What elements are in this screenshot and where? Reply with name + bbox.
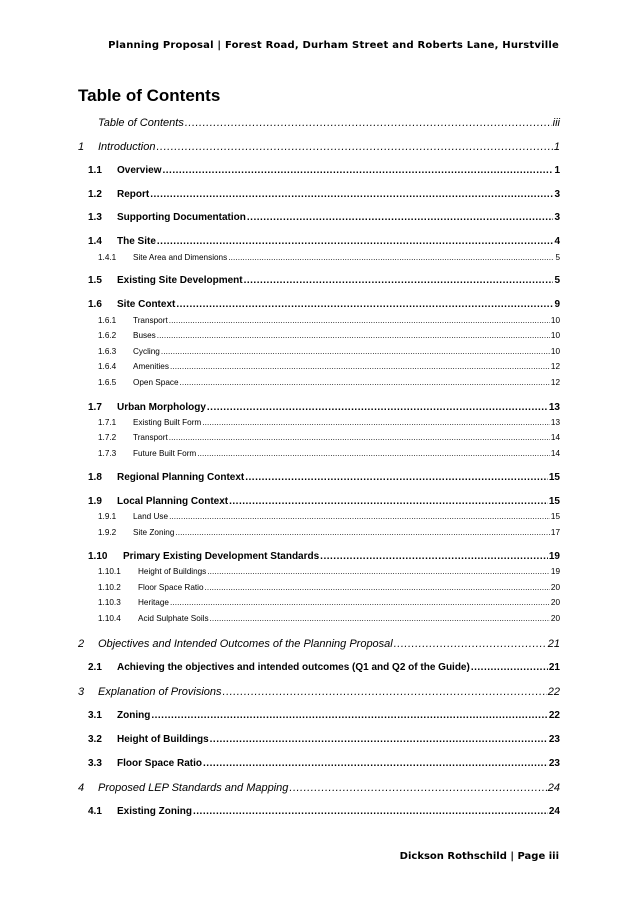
toc-entry-number: 1.7.1 xyxy=(98,418,117,427)
toc-entry[interactable] xyxy=(78,711,560,721)
toc-entry-label: Cycling xyxy=(133,347,160,356)
toc-entry-page: 15 xyxy=(548,496,560,507)
toc-leader-dots xyxy=(169,317,550,325)
toc-entry[interactable] xyxy=(78,300,560,310)
page-footer: Dickson Rothschild | Page iii xyxy=(399,851,559,862)
toc-entry-number: 3.3 xyxy=(88,758,102,769)
toc-entry[interactable] xyxy=(78,639,560,650)
toc-leader-dots xyxy=(205,584,550,592)
toc-entry[interactable] xyxy=(78,497,560,507)
toc-leader-dots xyxy=(161,348,550,356)
toc-leader-dots xyxy=(289,783,546,794)
toc-entry-page: 21 xyxy=(548,662,560,673)
toc-entry-page: 13 xyxy=(550,418,560,427)
toc-entry-page: 5 xyxy=(555,253,560,262)
toc-entry-page: 23 xyxy=(548,734,560,745)
toc-entry-label: Overview xyxy=(117,165,162,176)
toc-entry-page: 19 xyxy=(548,551,560,562)
toc-entry[interactable] xyxy=(78,348,560,356)
toc-entry-label: Future Built Form xyxy=(133,449,197,458)
toc-entry[interactable] xyxy=(78,529,560,537)
toc-leader-dots xyxy=(157,237,554,247)
toc-entry-label: Site Area and Dimensions xyxy=(133,253,228,262)
toc-entry-page: 20 xyxy=(550,583,560,592)
toc-leader-dots xyxy=(170,363,550,371)
toc-leader-dots xyxy=(157,332,550,340)
toc-leader-dots xyxy=(471,663,548,673)
toc-entry[interactable] xyxy=(78,783,560,794)
toc-entry-label: Existing Built Form xyxy=(133,418,202,427)
toc-entry-page: 23 xyxy=(548,758,560,769)
toc-entry-label: Acid Sulphate Soils xyxy=(138,614,209,623)
toc-entry[interactable] xyxy=(78,615,560,623)
toc-entry-number: 3.1 xyxy=(88,710,102,721)
toc-entry-number: 1.5 xyxy=(88,275,102,286)
toc-entry-page: 9 xyxy=(554,299,560,310)
toc-entry-number: 1.6.2 xyxy=(98,331,117,340)
toc-leader-dots xyxy=(203,759,548,769)
toc-entry-number: 1.7.2 xyxy=(98,433,117,442)
toc-leader-dots xyxy=(247,213,554,223)
toc-entry[interactable] xyxy=(78,568,560,576)
toc-entry-number: 1.9.1 xyxy=(98,512,117,521)
toc-entry[interactable] xyxy=(78,807,560,817)
toc-heading: Table of Contents xyxy=(78,86,221,105)
toc-leader-dots xyxy=(320,552,548,562)
toc-entry-page: 10 xyxy=(550,316,560,325)
toc-leader-dots xyxy=(176,300,553,310)
toc-entry-label: Local Planning Context xyxy=(117,496,229,507)
toc-entry-page: 12 xyxy=(550,362,560,371)
toc-entry-number: 1.10.1 xyxy=(98,567,121,576)
toc-entry-number: 4.1 xyxy=(88,806,102,817)
toc-entry-label: Height of Buildings xyxy=(117,734,209,745)
toc-entry[interactable] xyxy=(78,254,560,262)
toc-entry-number: 1.2 xyxy=(88,189,102,200)
toc-entry-page: 17 xyxy=(550,528,560,537)
toc-entry[interactable] xyxy=(78,379,560,387)
toc-leader-dots xyxy=(169,434,550,442)
toc-entry-number: 1.6.4 xyxy=(98,362,117,371)
toc-entry[interactable] xyxy=(78,213,560,223)
toc-entry[interactable] xyxy=(78,142,560,153)
toc-entry-number: 2 xyxy=(78,638,85,650)
toc-entry-label: Open Space xyxy=(133,378,179,387)
toc-entry-label: Urban Morphology xyxy=(117,402,206,413)
toc-entry-number: 1.1 xyxy=(88,165,102,176)
toc-entry-label: Heritage xyxy=(138,598,169,607)
toc-entry-number: 1.10 xyxy=(88,551,108,562)
toc-entry-page: 10 xyxy=(550,331,560,340)
toc-entry-number: 1.4.1 xyxy=(98,253,117,262)
toc-entry-page: 15 xyxy=(550,512,560,521)
toc-entry[interactable] xyxy=(78,735,560,745)
toc-entry[interactable] xyxy=(78,118,560,129)
toc-entry-label: Height of Buildings xyxy=(138,567,207,576)
toc-entry-page: 5 xyxy=(554,275,560,286)
toc-entry-number: 1.3 xyxy=(88,212,102,223)
toc-leader-dots xyxy=(245,473,548,483)
toc-entry-page: 19 xyxy=(550,567,560,576)
toc-leader-dots xyxy=(210,615,550,623)
toc-entry-label: Buses xyxy=(133,331,156,340)
toc-entry[interactable] xyxy=(78,434,560,442)
toc-leader-dots xyxy=(170,599,550,607)
toc-entry-label: Primary Existing Development Standards xyxy=(123,551,320,562)
toc-leader-dots xyxy=(175,529,549,537)
toc-entry[interactable] xyxy=(78,276,560,286)
toc-entry-page: 21 xyxy=(547,638,560,650)
toc-leader-dots xyxy=(185,118,552,129)
toc-entry[interactable] xyxy=(78,584,560,592)
toc-leader-dots xyxy=(207,568,550,576)
toc-entry-page: 1 xyxy=(553,141,560,153)
toc-entry-page: 4 xyxy=(554,236,560,247)
toc-entry-number: 1.10.4 xyxy=(98,614,121,623)
toc-leader-dots xyxy=(169,513,550,521)
toc-entry-number: 1.9 xyxy=(88,496,102,507)
toc-entry-label: Supporting Documentation xyxy=(117,212,246,223)
toc-entry-number: 1.7.3 xyxy=(98,449,117,458)
toc-leader-dots xyxy=(193,807,548,817)
toc-entry-number: 3 xyxy=(78,686,85,698)
toc-entry-label: Table of Contents xyxy=(98,117,184,129)
toc-entry-label: The Site xyxy=(117,236,156,247)
toc-leader-dots xyxy=(197,450,550,458)
toc-entry-page: 3 xyxy=(554,189,560,200)
toc-entry[interactable] xyxy=(78,599,560,607)
toc-entry-page: 20 xyxy=(550,614,560,623)
toc-entry-number: 1.6.5 xyxy=(98,378,117,387)
toc-entry-number: 3.2 xyxy=(88,734,102,745)
toc-entry-number: 2.1 xyxy=(88,662,102,673)
toc-entry[interactable] xyxy=(78,450,560,458)
toc-entry[interactable] xyxy=(78,317,560,325)
toc-leader-dots xyxy=(207,403,548,413)
toc-entry[interactable] xyxy=(78,513,560,521)
toc-leader-dots xyxy=(244,276,554,286)
toc-entry-label: Objectives and Intended Outcomes of the Planning Proposal xyxy=(98,638,393,650)
toc-entry-number: 1.4 xyxy=(88,236,102,247)
toc-entry-label: Introduction xyxy=(98,141,156,153)
toc-leader-dots xyxy=(202,419,550,427)
toc-leader-dots xyxy=(210,735,548,745)
toc-entry-page: 12 xyxy=(550,378,560,387)
toc-entry-label: Floor Space Ratio xyxy=(138,583,204,592)
toc-leader-dots xyxy=(228,254,554,262)
toc-entry-page: 20 xyxy=(550,598,560,607)
toc-leader-dots xyxy=(394,639,547,650)
toc-leader-dots xyxy=(151,711,548,721)
toc-entry[interactable] xyxy=(78,190,560,200)
toc-entry-page: 24 xyxy=(547,782,560,794)
toc-entry[interactable] xyxy=(78,759,560,769)
toc-entry-label: Explanation of Provisions xyxy=(98,686,222,698)
toc-leader-dots xyxy=(156,142,552,153)
toc-entry-label: Proposed LEP Standards and Mapping xyxy=(98,782,289,794)
toc-entry-page: 10 xyxy=(550,347,560,356)
toc-entry-number: 1 xyxy=(78,141,85,153)
toc-entry[interactable] xyxy=(78,473,560,483)
toc-entry-number: 1.6 xyxy=(88,299,102,310)
toc-entry-number: 1.10.2 xyxy=(98,583,121,592)
toc-leader-dots xyxy=(223,687,547,698)
toc-entry[interactable] xyxy=(78,332,560,340)
toc-entry[interactable] xyxy=(78,403,560,413)
toc-entry-label: Land Use xyxy=(133,512,169,521)
toc-entry-label: Report xyxy=(117,189,150,200)
toc-entry-number: 1.6.3 xyxy=(98,347,117,356)
toc-entry[interactable] xyxy=(78,419,560,427)
toc-entry-page: 15 xyxy=(548,472,560,483)
toc-entry-label: Achieving the objectives and intended outcomes (Q1 and Q2 of the Guide) xyxy=(117,662,470,673)
toc-entry-number: 1.10.3 xyxy=(98,598,121,607)
toc-entry-label: Regional Planning Context xyxy=(117,472,245,483)
toc-entry-label: Site Zoning xyxy=(133,528,175,537)
toc-entry-page: 22 xyxy=(547,686,560,698)
toc-entry[interactable] xyxy=(78,237,560,247)
toc-entry[interactable] xyxy=(78,552,560,562)
toc-leader-dots xyxy=(150,190,553,200)
toc-entry-number: 4 xyxy=(78,782,85,794)
toc-entry-label: Zoning xyxy=(117,710,151,721)
page-header: Planning Proposal | Forest Road, Durham Street and Roberts Lane, Hurstville xyxy=(108,40,559,51)
toc-entry[interactable] xyxy=(78,663,560,673)
toc-entry-label: Floor Space Ratio xyxy=(117,758,203,769)
toc-entry-page: 3 xyxy=(554,212,560,223)
toc-entry-number: 1.6.1 xyxy=(98,316,117,325)
toc-entry[interactable] xyxy=(78,166,560,176)
toc-leader-dots xyxy=(180,379,550,387)
toc-entry-label: Site Context xyxy=(117,299,176,310)
toc-entry-page: 14 xyxy=(550,433,560,442)
toc-entry-number: 1.9.2 xyxy=(98,528,117,537)
toc-entry-number: 1.7 xyxy=(88,402,102,413)
toc-entry-label: Existing Zoning xyxy=(117,806,192,817)
toc-entry-page: 14 xyxy=(550,449,560,458)
toc-entry-label: Transport xyxy=(133,433,168,442)
toc-entry-label: Amenities xyxy=(133,362,169,371)
toc-entry-page: 22 xyxy=(548,710,560,721)
toc-entry-page: 24 xyxy=(548,806,560,817)
toc-leader-dots xyxy=(229,497,548,507)
toc-entry-number: 1.8 xyxy=(88,472,102,483)
toc-entry[interactable] xyxy=(78,363,560,371)
toc-entry-page: 1 xyxy=(554,165,560,176)
toc-entry-page: 13 xyxy=(548,402,560,413)
toc-leader-dots xyxy=(162,166,553,176)
toc-entry-label: Existing Site Development xyxy=(117,275,243,286)
toc-entry[interactable] xyxy=(78,687,560,698)
toc-entry-page: iii xyxy=(552,117,560,129)
toc-entry-label: Transport xyxy=(133,316,168,325)
